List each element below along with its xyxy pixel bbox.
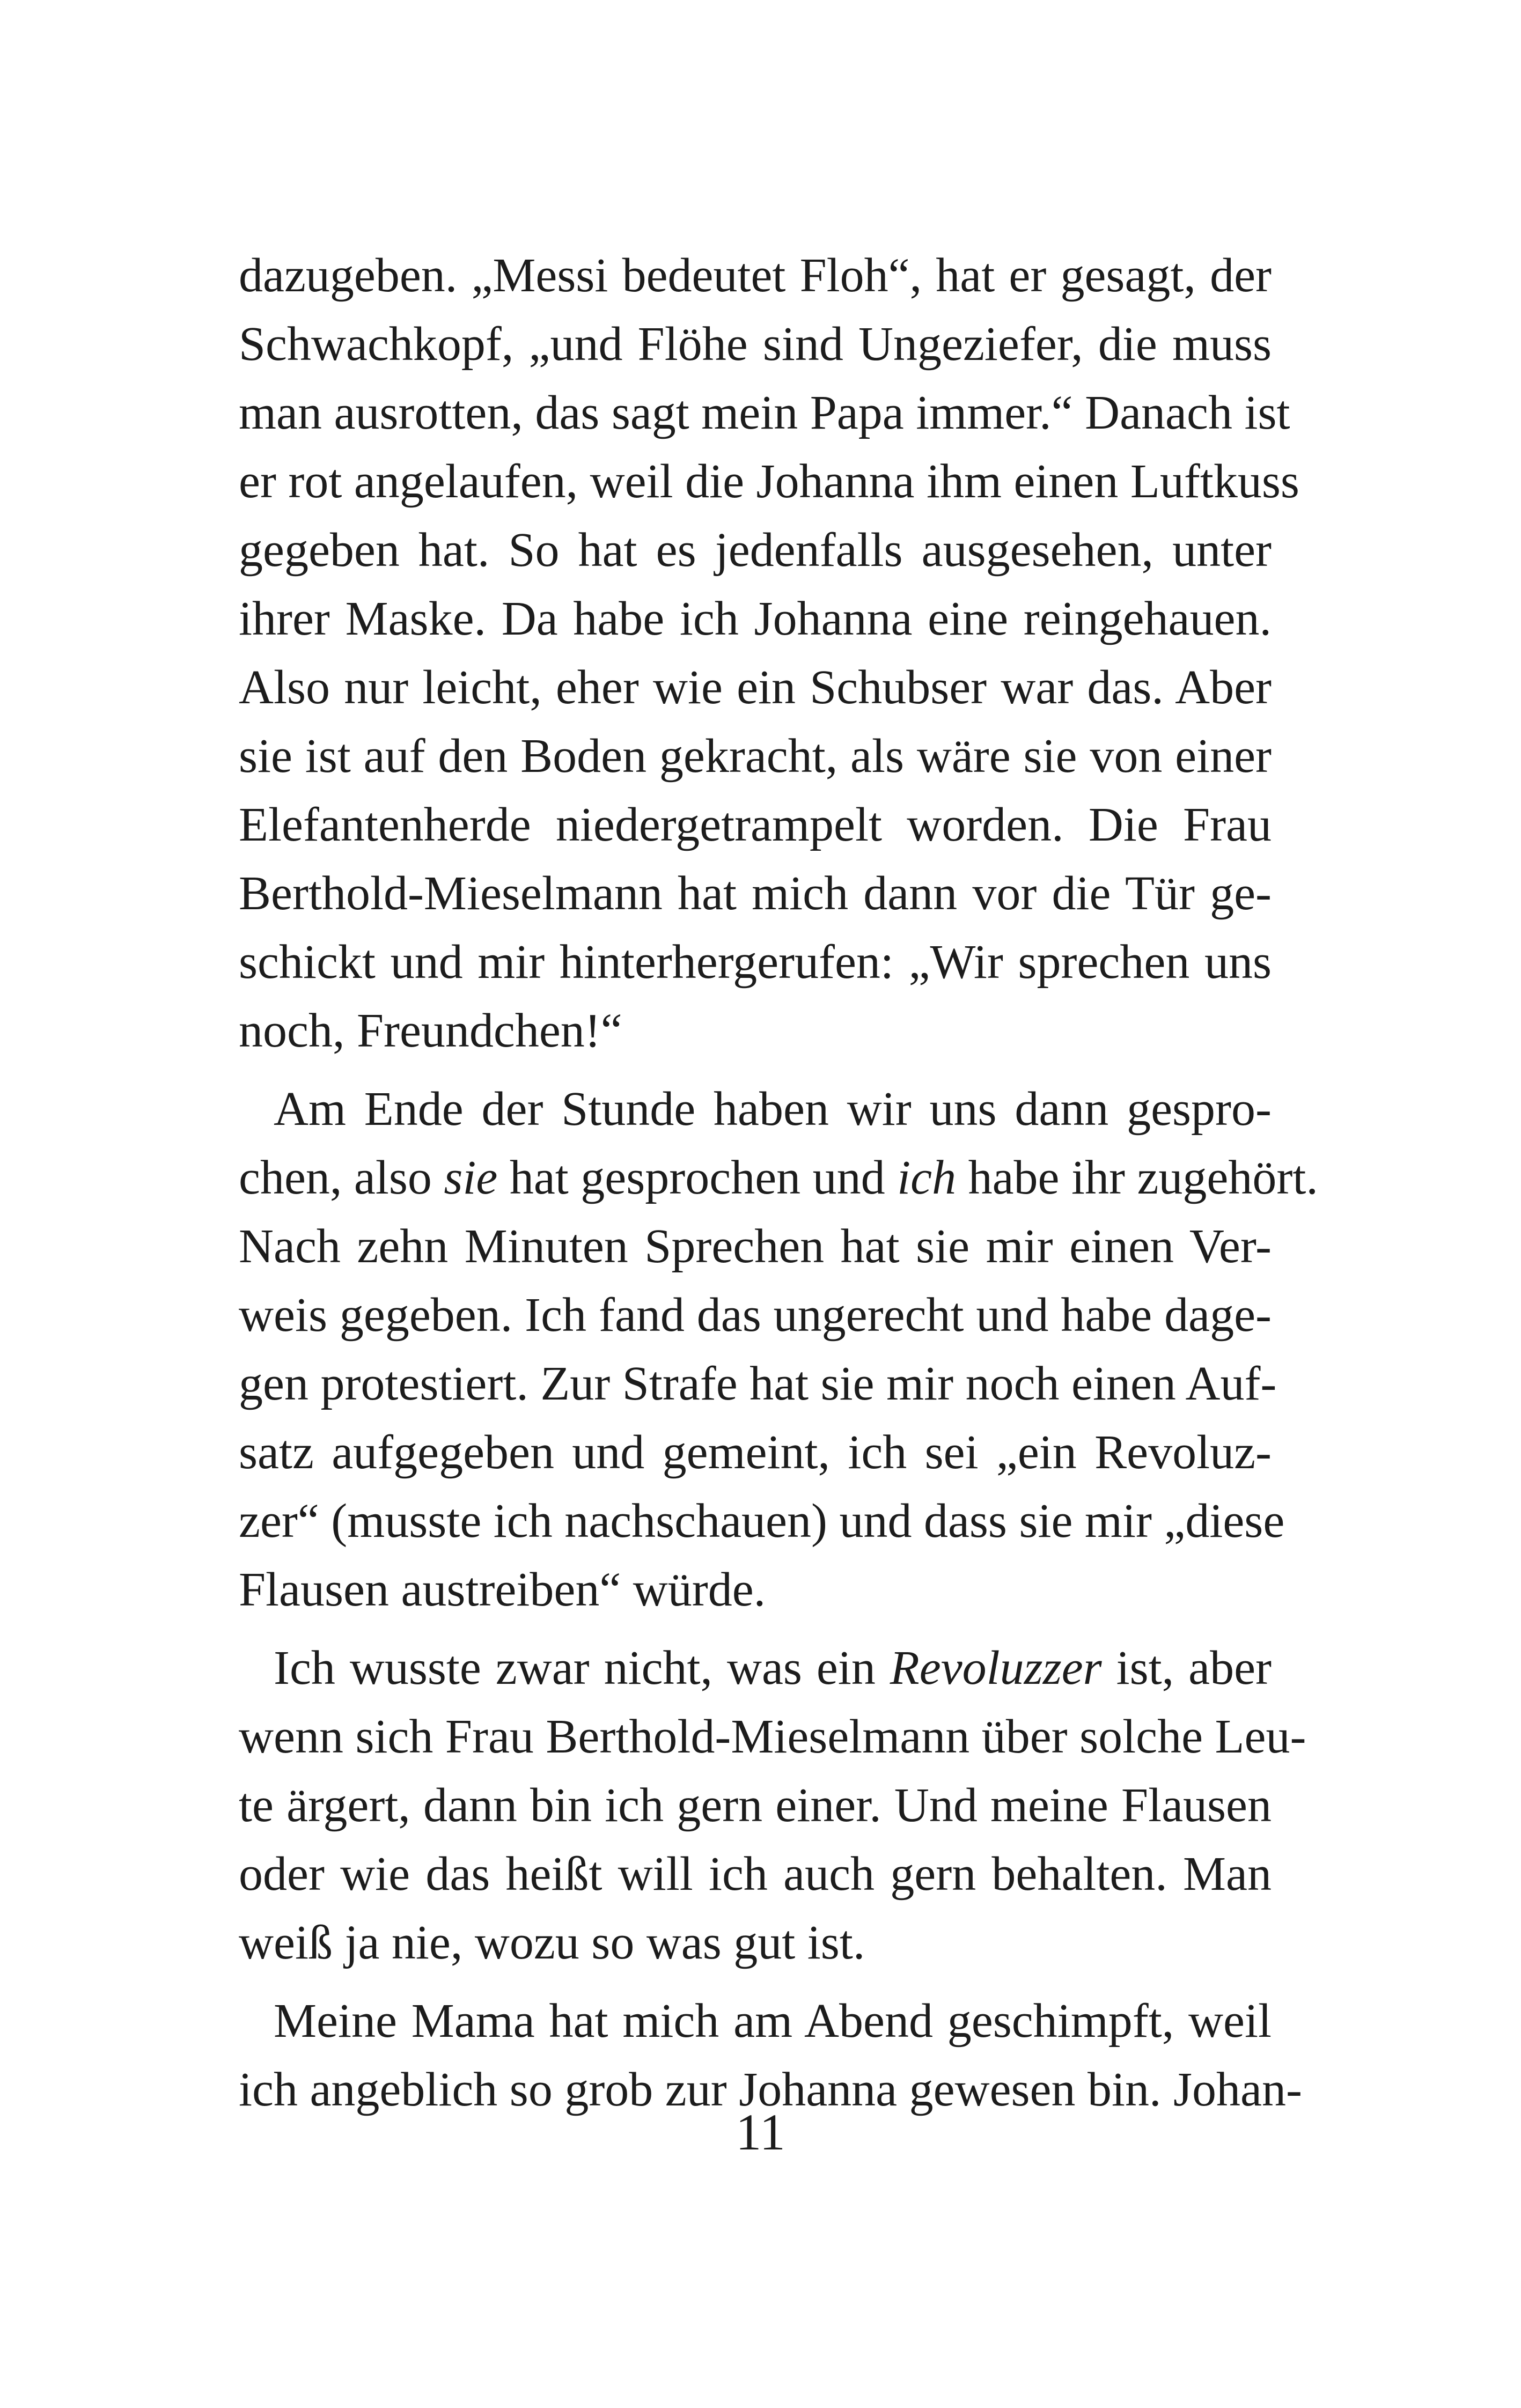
text-run: Ich wusste zwar nicht, was ein (274, 1641, 890, 1695)
body-text (239, 241, 1318, 2124)
text-line (239, 241, 1272, 310)
text-run: Am Ende der Stunde haben wir uns dann gespro- (274, 1083, 1272, 1136)
text-run: Berthold-Mieselmann hat mich dann vor die Tür ge- (239, 867, 1272, 920)
text-run: Nach zehn Minuten Sprechen hat sie mir einen Ver- (239, 1220, 1272, 1273)
text-line (239, 1556, 1272, 1624)
page-number: 11 (736, 2103, 785, 2161)
text-line (239, 1144, 1318, 1212)
text-run: er rot angelaufen, weil die Johanna ihm einen Luftkuss (239, 455, 1299, 508)
text-line (239, 1771, 1272, 1840)
text-run: satz aufgegeben und gemeint, ich sei „ein Revoluz- (239, 1426, 1272, 1479)
text-run: ihrer Maske. Da habe ich Johanna eine reingehauen. (239, 592, 1272, 645)
text-run: sie ist auf den Boden gekracht, als wäre sie von einer (239, 730, 1272, 783)
text-run: zer“ (musste ich nachschauen) und dass sie mir „diese (239, 1494, 1285, 1548)
text-line (239, 1487, 1285, 1556)
text-line (239, 791, 1272, 859)
text-run: gen protestiert. Zur Strafe hat sie mir noch einen Auf- (239, 1357, 1277, 1410)
text-run: oder wie das heißt will ich auch gern behalten. Man (239, 1847, 1272, 1901)
text-line (239, 447, 1299, 516)
text-run: hat gesprochen und (497, 1151, 898, 1204)
text-run: schickt und mir hinterhergerufen: „Wir sprechen uns (239, 936, 1272, 989)
text-line (239, 310, 1272, 379)
text-line (239, 859, 1272, 928)
text-run: Schwachkopf, „und Flöhe sind Ungeziefer, die muss (239, 318, 1272, 371)
text-line (239, 379, 1290, 447)
text-run: weiß ja nie, wozu so was gut ist. (239, 1916, 865, 1969)
text-line (239, 653, 1272, 722)
text-run: wenn sich Frau Berthold-Mieselmann über solche Leu- (239, 1710, 1306, 1763)
text-line (239, 585, 1272, 653)
paragraph (239, 1634, 1306, 1977)
text-line (239, 1418, 1272, 1487)
text-line (239, 722, 1272, 791)
text-run: gegeben hat. So hat es jedenfalls ausgesehen, unter (239, 524, 1272, 577)
emphasized-word: sie (444, 1151, 498, 1204)
text-line (239, 1703, 1306, 1771)
text-run: chen, also (239, 1151, 444, 1204)
text-line (239, 1909, 1272, 1977)
paragraph (239, 241, 1299, 1065)
paragraph-spacer (239, 1624, 1272, 1634)
paragraph (239, 1075, 1318, 1624)
text-line (239, 928, 1272, 997)
text-run: te ärgert, dann bin ich gern einer. Und meine Flausen (239, 1779, 1272, 1832)
emphasized-word: Revoluzzer (890, 1641, 1102, 1695)
text-line (239, 1281, 1272, 1350)
text-line (239, 1075, 1272, 1144)
text-run: Elefantenherde niedergetrampelt worden. Die Frau (239, 798, 1272, 851)
text-run: ich angeblich so grob zur Johanna gewesen bin. Johan- (239, 2063, 1302, 2116)
text-run: Flausen austreiben“ würde. (239, 1563, 766, 1616)
text-run: Also nur leicht, eher wie ein Schubser war das. Aber (239, 661, 1272, 714)
text-run: ist, aber (1101, 1641, 1272, 1695)
text-line (239, 1840, 1272, 1909)
text-run: weis gegeben. Ich fand das ungerecht und habe dage- (239, 1288, 1272, 1342)
text-line (239, 997, 1272, 1065)
text-line (239, 1350, 1277, 1418)
emphasized-word: ich (897, 1151, 957, 1204)
text-line (239, 516, 1272, 585)
paragraph-spacer (239, 1065, 1272, 1075)
text-run: noch, Freundchen!“ (239, 1004, 622, 1057)
text-run: dazugeben. „Messi bedeutet Floh“, hat er gesagt, der (239, 249, 1272, 302)
text-line (239, 1987, 1272, 2056)
text-line (239, 1212, 1272, 1281)
text-run: habe ihr zugehört. (956, 1151, 1318, 1204)
text-run: man ausrotten, das sagt mein Papa immer.“ Danach ist (239, 386, 1290, 439)
text-run: Meine Mama hat mich am Abend geschimpft, weil (274, 1994, 1272, 2048)
text-line (239, 1634, 1272, 1703)
paragraph-spacer (239, 1977, 1272, 1987)
